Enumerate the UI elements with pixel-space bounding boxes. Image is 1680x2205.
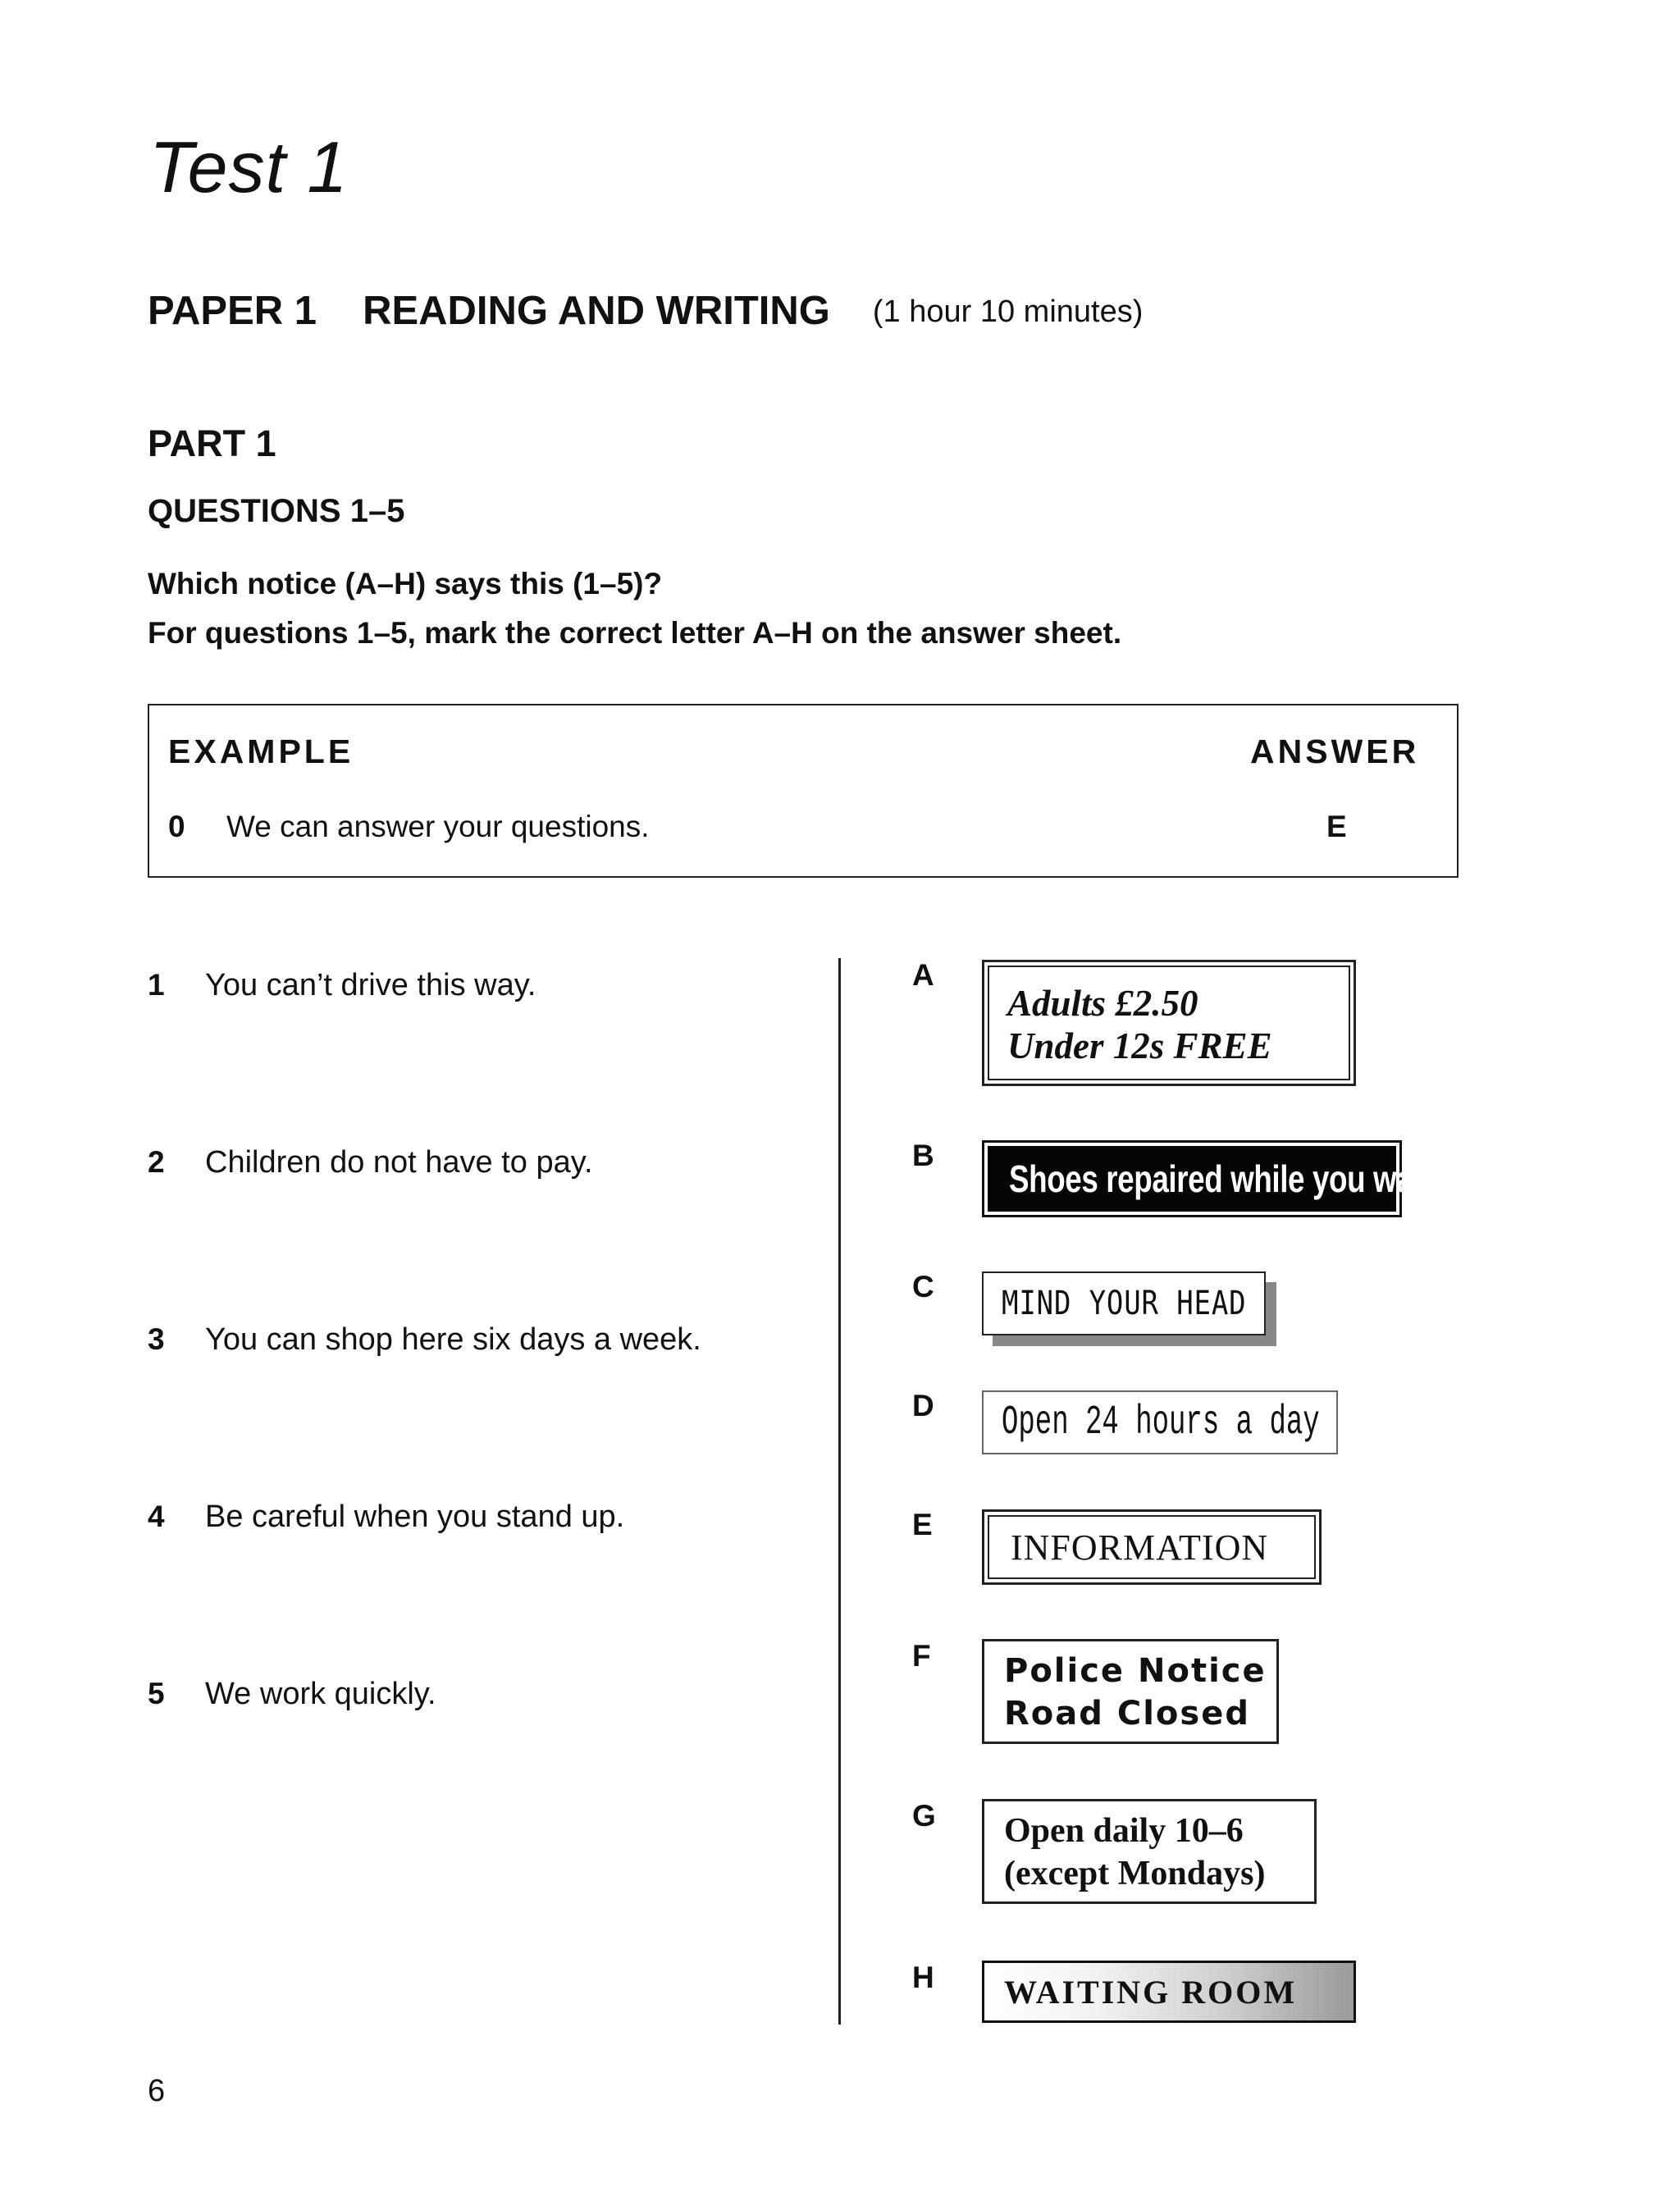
example-box (148, 704, 1459, 878)
notice-f-line-2: Road Closed (1004, 1695, 1250, 1732)
questions-heading: QUESTIONS 1–5 (148, 493, 405, 529)
question-text: We work quickly. (205, 1677, 436, 1711)
question-text: Be careful when you stand up. (205, 1500, 625, 1534)
example-answer: E (1326, 810, 1347, 843)
notice-h-line-1: WAITING ROOM (1004, 1973, 1298, 2011)
paper-heading (148, 291, 1143, 331)
notice-a-line-2: Under 12s FREE (1007, 1025, 1272, 1066)
notice-a (982, 960, 1356, 1086)
notice-letter: A (912, 958, 934, 992)
notice-d (982, 1390, 1338, 1454)
paper-label: PAPER 1 (148, 289, 317, 333)
notice-c (982, 1271, 1266, 1335)
notice-c-line-1: MIND YOUR HEAD (1002, 1285, 1247, 1322)
instruction-line-1: Which notice (A–H) says this (1–5)? (148, 567, 663, 600)
notice-letter: D (912, 1389, 934, 1422)
answer-label: ANSWER (1250, 733, 1420, 770)
notice-letter: H (912, 1961, 934, 1994)
notice-e-line-1: INFORMATION (1011, 1527, 1269, 1568)
notice-letter: F (912, 1639, 931, 1673)
notice-letter: E (912, 1508, 933, 1541)
notice-g (982, 1799, 1317, 1904)
page-number: 6 (148, 2074, 166, 2108)
test-title: Test 1 (149, 126, 349, 208)
notice-d-line-1: Open 24 hours a day (1002, 1399, 1320, 1446)
question-number: 1 (148, 968, 165, 1002)
question-text: Children do not have to pay. (205, 1145, 593, 1180)
question-text: You can’t drive this way. (205, 968, 536, 1002)
notice-letter: G (912, 1799, 936, 1833)
question-number: 5 (148, 1677, 165, 1710)
notice-f (982, 1639, 1279, 1744)
paper-name: READING AND WRITING (363, 289, 830, 333)
question-number: 2 (148, 1145, 165, 1179)
notice-letter: C (912, 1270, 934, 1303)
notice-f-line-1: Police Notice (1004, 1652, 1267, 1690)
paper-duration: (1 hour 10 minutes) (872, 294, 1144, 329)
notice-letter: B (912, 1139, 934, 1172)
notice-g-line-1: Open daily 10–6 (1004, 1812, 1244, 1850)
question-number: 3 (148, 1322, 165, 1356)
question-text: You can shop here six days a week. (205, 1322, 701, 1357)
notice-b-line-1: Shoes repaired while you wait (1009, 1157, 1431, 1200)
notice-g-line-2: (except Mondays) (1004, 1855, 1266, 1892)
notice-b (982, 1140, 1431, 1217)
question-number: 4 (148, 1500, 165, 1533)
column-divider (838, 958, 841, 2025)
example-text: We can answer your questions. (226, 810, 650, 843)
notice-h (982, 1961, 1356, 2023)
notice-a-line-1: Adults £2.50 (1007, 983, 1198, 1024)
example-label: EXAMPLE (168, 733, 354, 770)
part-heading: PART 1 (148, 422, 276, 464)
example-number: 0 (168, 810, 185, 843)
notice-e (982, 1509, 1322, 1585)
instruction-line-2: For questions 1–5, mark the correct letter A–H on the answer sheet. (148, 616, 1122, 650)
